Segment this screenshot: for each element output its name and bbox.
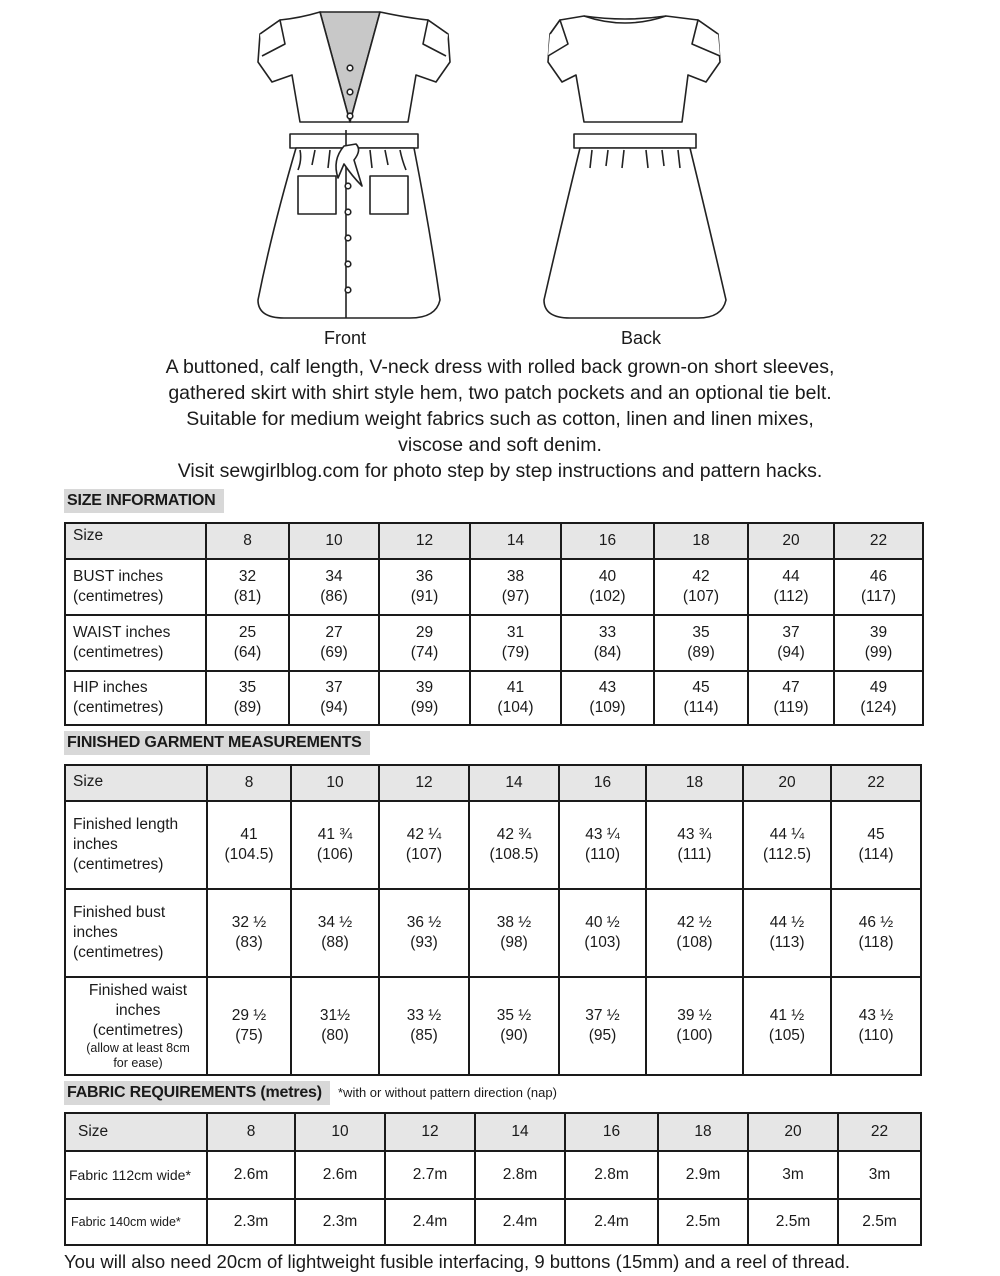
nap-note: *with or without pattern direction (nap) [338,1085,557,1100]
size-info-title: SIZE INFORMATION [64,489,224,513]
header-cell: 22 [834,523,923,559]
value-cell: 25 (64) [206,615,289,671]
description-line: Visit sewgirlblog.com for photo step by step instructions and pattern hacks. [177,460,823,482]
value-cell: 33 ½ (85) [379,977,469,1075]
value-cell: 31½ (80) [291,977,379,1075]
header-cell: 18 [658,1113,748,1151]
value-cell: 42 ¼ (107) [379,801,469,889]
header-cell: 12 [379,523,470,559]
finished-header-row [65,765,921,801]
hip-row [65,671,923,725]
value-cell: 39 ½ (100) [646,977,743,1075]
header-cell: 14 [475,1113,565,1151]
fabric-112-row [65,1151,921,1199]
header-cell: 14 [469,765,559,801]
header-cell: Size [65,523,206,559]
value-cell: 32 ½ (83) [207,889,291,977]
header-cell: 10 [295,1113,385,1151]
ease-note: (allow at least 8cm for ease) [86,1041,190,1070]
header-cell: 8 [207,1113,295,1151]
header-cell: 14 [470,523,561,559]
fabric-title: FABRIC REQUIREMENTS (metres) [64,1081,330,1105]
value-cell: 2.3m [295,1199,385,1245]
header-cell: 10 [289,523,379,559]
value-cell: 36 (91) [379,559,470,615]
back-dress-drawing [544,16,726,318]
row-label: WAIST inches (centimetres) [65,615,206,671]
value-cell: 40 (102) [561,559,654,615]
pattern-description [0,354,1000,484]
value-cell: 2.5m [658,1199,748,1245]
value-cell: 42 ½ (108) [646,889,743,977]
header-cell: 12 [385,1113,475,1151]
value-cell: 44 ½ (113) [743,889,831,977]
header-cell: 22 [838,1113,921,1151]
value-cell: 35 (89) [206,671,289,725]
finished-title: FINISHED GARMENT MEASUREMENTS [64,731,370,755]
value-cell: 41 (104.5) [207,801,291,889]
value-cell: 44 ¼ (112.5) [743,801,831,889]
finished-bust-row [65,889,921,977]
front-dress-drawing [258,12,450,318]
value-cell: 46 ½ (118) [831,889,921,977]
description-line: gathered skirt with shirt style hem, two patch pockets and an optional tie belt. [168,382,832,404]
size-header-row [65,523,923,559]
header-cell: 16 [559,765,646,801]
row-label: Fabric 140cm wide* [65,1199,207,1245]
bust-row [65,559,923,615]
notions-footer: You will also need 20cm of lightweight fusible interfacing, 9 buttons (15mm) and a reel of thread. [64,1251,851,1272]
header-cell: 20 [743,765,831,801]
fabric-table [64,1112,922,1246]
value-cell: 3m [748,1151,838,1199]
value-cell: 43 ½ (110) [831,977,921,1075]
value-cell: 29 (74) [379,615,470,671]
value-cell: 35 ½ (90) [469,977,559,1075]
value-cell: 45 (114) [831,801,921,889]
value-cell: 2.4m [475,1199,565,1245]
fabric-140-row [65,1199,921,1245]
value-cell: 49 (124) [834,671,923,725]
value-cell: 27 (69) [289,615,379,671]
size-info-table [64,522,924,726]
value-cell: 33 (84) [561,615,654,671]
value-cell: 2.4m [565,1199,658,1245]
header-cell: 20 [748,523,834,559]
value-cell: 2.8m [475,1151,565,1199]
description-line: viscose and soft denim. [398,434,602,456]
value-cell: 40 ½ (103) [559,889,646,977]
description-line: A buttoned, calf length, V-neck dress with rolled back grown-on short sleeves, [165,356,835,378]
row-label: HIP inches (centimetres) [65,671,206,725]
value-cell: 44 (112) [748,559,834,615]
value-cell: 41 ¾ (106) [291,801,379,889]
value-cell: 3m [838,1151,921,1199]
value-cell: 45 (114) [654,671,748,725]
value-cell: 34 ½ (88) [291,889,379,977]
value-cell: 32 (81) [206,559,289,615]
header-cell: 16 [561,523,654,559]
value-cell: 43 ¼ (110) [559,801,646,889]
value-cell: 31 (79) [470,615,561,671]
value-cell: 2.6m [207,1151,295,1199]
dress-illustrations [240,0,760,355]
value-cell: 41 ½ (105) [743,977,831,1075]
fabric-header-row [65,1113,921,1151]
row-label: BUST inches (centimetres) [65,559,206,615]
value-cell: 38 (97) [470,559,561,615]
value-cell: 43 (109) [561,671,654,725]
value-cell: 36 ½ (93) [379,889,469,977]
back-caption: Back [621,328,662,348]
value-cell: 2.6m [295,1151,385,1199]
value-cell: 35 (89) [654,615,748,671]
header-cell: 18 [646,765,743,801]
value-cell: 2.3m [207,1199,295,1245]
row-label: Finished length inches (centimetres) [65,801,207,889]
finished-length-row [65,801,921,889]
header-cell: 22 [831,765,921,801]
value-cell: 2.5m [748,1199,838,1245]
value-cell: 2.4m [385,1199,475,1245]
header-cell: 10 [291,765,379,801]
value-cell: 37 (94) [748,615,834,671]
row-label: Finished bust inches (centimetres) [65,889,207,977]
header-cell: 12 [379,765,469,801]
value-cell: 42 ¾ (108.5) [469,801,559,889]
header-cell: 18 [654,523,748,559]
value-cell: 37 ½ (95) [559,977,646,1075]
value-cell: 39 (99) [834,615,923,671]
header-cell: 20 [748,1113,838,1151]
finished-waist-row [65,977,921,1075]
value-cell: 46 (117) [834,559,923,615]
dress-front-back-drawing [240,0,760,330]
row-label: Fabric 112cm wide* [65,1151,207,1199]
value-cell: 43 ¾ (111) [646,801,743,889]
value-cell: 29 ½ (75) [207,977,291,1075]
value-cell: 39 (99) [379,671,470,725]
value-cell: 47 (119) [748,671,834,725]
header-cell: 8 [207,765,291,801]
header-cell: 8 [206,523,289,559]
header-cell: Size [65,1113,207,1151]
value-cell: 2.9m [658,1151,748,1199]
value-cell: 34 (86) [289,559,379,615]
value-cell: 38 ½ (98) [469,889,559,977]
value-cell: 2.7m [385,1151,475,1199]
front-caption: Front [324,328,367,348]
row-label: Finished waist inches (centimetres) (allow at least 8cm for ease) [65,977,207,1075]
value-cell: 37 (94) [289,671,379,725]
value-cell: 2.5m [838,1199,921,1245]
header-cell: Size [65,765,207,801]
value-cell: 41 (104) [470,671,561,725]
header-cell: 16 [565,1113,658,1151]
value-cell: 2.8m [565,1151,658,1199]
description-line: Suitable for medium weight fabrics such as cotton, linen and linen mixes, [186,408,814,430]
value-cell: 42 (107) [654,559,748,615]
waist-row [65,615,923,671]
finished-table [64,764,922,1076]
